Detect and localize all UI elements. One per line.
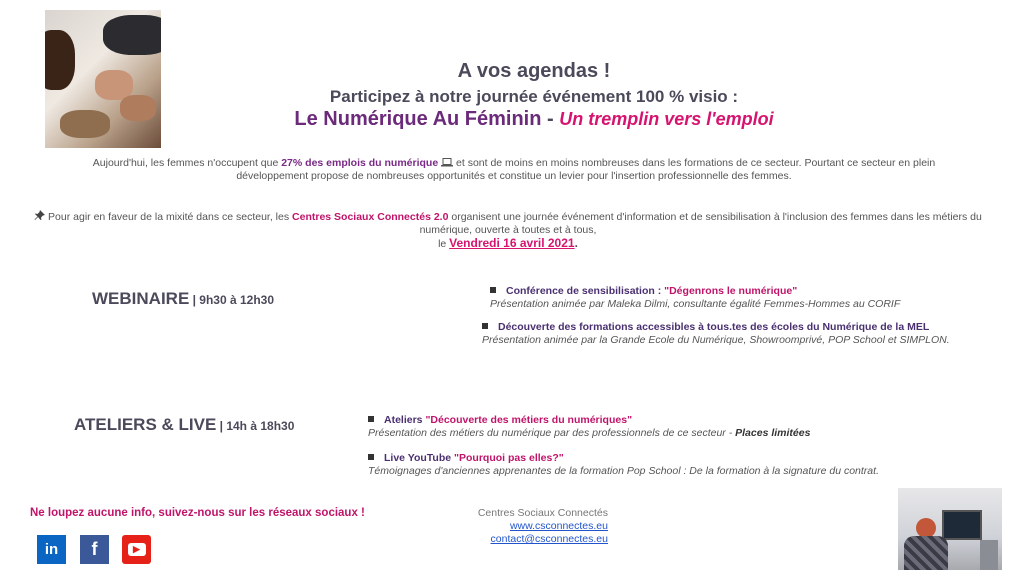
youtube-icon[interactable] bbox=[122, 535, 151, 564]
event-tagline: Un tremplin vers l'emploi bbox=[559, 109, 774, 129]
linkedin-label: in bbox=[44, 541, 59, 558]
ateliers-item-metiers bbox=[368, 414, 810, 440]
facebook-label: f bbox=[91, 539, 98, 559]
announcement-text-before: Pour agir en faveur de la mixité dans ce secteur, les bbox=[45, 211, 293, 223]
item-description: Présentation animée par Maleka Dilmi, consultante égalité Femmes-Hommes au CORIF bbox=[490, 298, 901, 310]
item-description: Témoignages d'anciennes apprenantes de la formation Pop School : De la formation à la signature du contrat. bbox=[368, 465, 879, 477]
item-description: Présentation des métiers du numérique par des professionnels de ce secteur - bbox=[368, 427, 736, 439]
facebook-icon[interactable] bbox=[80, 535, 109, 564]
item-description: Présentation animée par la Grande Ecole du Numérique, Showroomprivé, POP School et SIMPLON. bbox=[482, 334, 950, 346]
bullet-square bbox=[368, 416, 374, 422]
announcement-text-after: organisent une journée événement d'information et de sensibilisation à l'inclusion des femmes dans les métiers du numérique, ouverte à toutes et à tous, bbox=[419, 211, 982, 236]
webinaire-label: WEBINAIRE bbox=[92, 289, 190, 308]
bullet-square bbox=[368, 454, 374, 460]
item-head-label: Live YouTube bbox=[384, 452, 455, 464]
ateliers-time: | 14h à 18h30 bbox=[216, 419, 295, 433]
item-head-quote: "Pourquoi pas elles?" bbox=[454, 452, 564, 464]
page-subtitle: Participez à notre journée événement 100 % visio : bbox=[329, 87, 739, 106]
item-head-label: Conférence de sensibilisation : bbox=[506, 285, 665, 297]
intro-paragraph bbox=[80, 157, 948, 183]
org-name: Centres Sociaux Connectés bbox=[477, 507, 608, 519]
event-date: Vendredi 16 avril 2021 bbox=[449, 236, 575, 250]
laptop-icon bbox=[441, 158, 453, 167]
heading-dash: - bbox=[547, 108, 554, 130]
ateliers-item-live bbox=[368, 452, 879, 478]
organizer-name: Centres Sociaux Connectés 2.0 bbox=[292, 211, 449, 223]
announcement-paragraph bbox=[30, 210, 986, 251]
date-suffix: . bbox=[574, 236, 578, 250]
item-head-quote: "Dégenrons le numérique" bbox=[664, 285, 798, 297]
intro-text-before: Aujourd'hui, les femmes n'occupent que bbox=[92, 157, 282, 169]
linkedin-icon[interactable] bbox=[37, 535, 66, 564]
item-head-label: Découverte des formations accessibles à tous.tes des écoles du Numérique de la MEL bbox=[498, 321, 930, 333]
ateliers-label: ATELIERS & LIVE bbox=[74, 415, 217, 434]
pushpin-icon bbox=[34, 210, 45, 221]
bullet-square bbox=[482, 323, 488, 329]
webinaire-item-conference bbox=[490, 285, 900, 311]
website-link[interactable]: www.csconnectes.eu bbox=[509, 520, 608, 532]
places-limitees: Places limitées bbox=[735, 427, 811, 439]
intro-text-after: et sont de moins en moins nombreuses dans les formations de ce secteur. Pourtant ce secteur en plein développement propose de nombreuses opportunités et constitue un levier pour l'insertion professionnelle des femmes. bbox=[236, 157, 936, 182]
webinaire-time: | 9h30 à 12h30 bbox=[189, 293, 275, 307]
event-heading bbox=[0, 108, 1024, 131]
event-name: Le Numérique Au Féminin bbox=[294, 108, 542, 130]
item-head-label: Ateliers bbox=[384, 414, 426, 426]
intro-highlight: 27% des emplois du numérique bbox=[281, 157, 439, 169]
email-link[interactable]: contact@csconnectes.eu bbox=[490, 533, 608, 545]
item-head-quote: "Découverte des métiers du numériques" bbox=[425, 414, 633, 426]
bullet-square bbox=[490, 287, 496, 293]
webinaire-item-formations bbox=[482, 321, 972, 347]
follow-us-text: Ne loupez aucune info, suivez-nous sur les réseaux sociaux ! bbox=[30, 507, 365, 519]
youtube-label: ▶ bbox=[128, 543, 146, 556]
ateliers-title bbox=[74, 415, 294, 435]
webinaire-title bbox=[92, 289, 274, 309]
contact-block bbox=[440, 507, 608, 546]
date-prefix: le bbox=[438, 238, 450, 250]
woman-at-computer-photo bbox=[898, 488, 1002, 570]
page-title: A vos agendas ! bbox=[457, 60, 611, 82]
